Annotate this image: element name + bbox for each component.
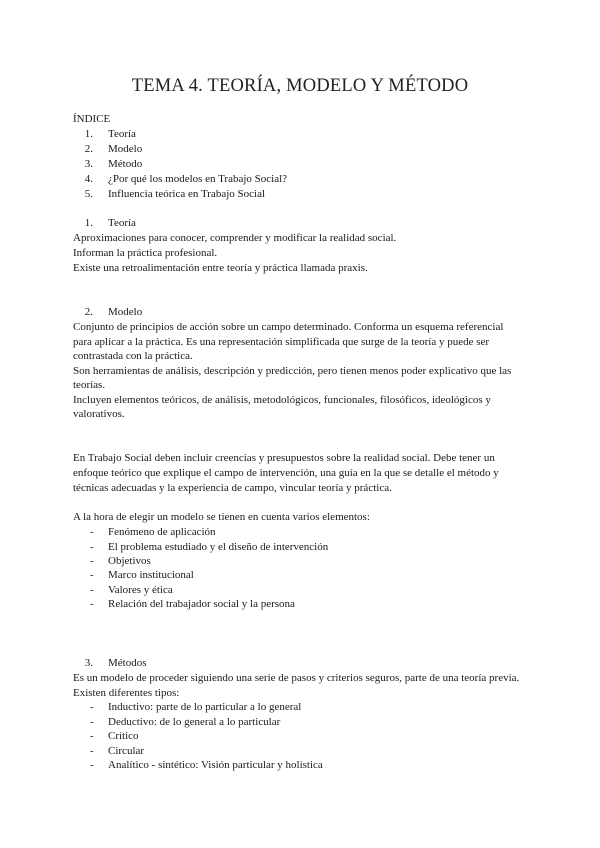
index-item-text: Teoría xyxy=(108,128,136,140)
index-item-number: 5. xyxy=(84,188,93,200)
paragraph-line: contrastada con la práctica. xyxy=(73,350,193,362)
paragraph-line: Son herramientas de análisis, descripción y predicción, pero tienen menos poder explicativo que las xyxy=(73,365,512,377)
bullet-dash: - xyxy=(90,745,94,757)
index-item-number: 1. xyxy=(84,128,93,140)
index-item-number: 3. xyxy=(84,158,93,170)
section-number: 1. xyxy=(84,217,93,229)
list-item-text: Inductivo: parte de lo particular a lo general xyxy=(108,701,302,713)
paragraph-line: Aproximaciones para conocer, comprender y modificar la realidad social. xyxy=(73,232,397,244)
list-item-text: Relación del trabajador social y la persona xyxy=(108,598,295,610)
index-heading: ÍNDICE xyxy=(73,113,111,125)
document-title: TEMA 4. TEORÍA, MODELO Y MÉTODO xyxy=(131,76,469,96)
index-item-number: 2. xyxy=(84,143,93,155)
section-title: Métodos xyxy=(108,657,147,669)
list-item-text: Deductivo: de lo general a lo particular xyxy=(108,716,281,728)
section-number: 2. xyxy=(84,306,93,318)
bullet-dash: - xyxy=(90,541,94,553)
paragraph-line: para aplicar a la práctica. Es una representación simplificada que surge de la teoría y puede ser xyxy=(73,336,490,348)
list-item-text: El problema estudiado y el diseño de intervención xyxy=(108,541,329,553)
paragraph-line: valorativos. xyxy=(73,408,125,420)
list-item-text: Crítico xyxy=(108,730,139,742)
index-item-text: Modelo xyxy=(108,143,143,155)
paragraph-line: Informan la práctica profesional. xyxy=(73,247,218,259)
paragraph-line: Existen diferentes tipos: xyxy=(73,687,180,699)
list-item-text: Objetivos xyxy=(108,555,151,567)
paragraph-line: Existe una retroalimentación entre teoría y práctica llamada praxis. xyxy=(73,262,368,274)
section-number: 3. xyxy=(84,657,93,669)
bullet-dash: - xyxy=(90,584,94,596)
list-item-text: Analítico - sintético: Visión particular y holística xyxy=(108,759,323,771)
bullet-dash: - xyxy=(90,730,94,742)
index-item-number: 4. xyxy=(84,173,93,185)
section-title: Teoría xyxy=(108,217,136,229)
list-item-text: Fenómeno de aplicación xyxy=(108,526,216,538)
paragraph-line: Es un modelo de proceder siguiendo una serie de pasos y criterios seguros, parte de una teoría previa. xyxy=(73,672,520,684)
index-item-text: Método xyxy=(108,158,143,170)
bullet-dash: - xyxy=(90,569,94,581)
list-intro: A la hora de elegir un modelo se tienen en cuenta varios elementos: xyxy=(73,511,370,523)
list-item-text: Circular xyxy=(108,745,145,757)
paragraph-line: técnicas adecuadas y la experiencia de campo, vincular teoría y práctica. xyxy=(73,482,392,494)
section-title: Modelo xyxy=(108,306,143,318)
bullet-dash: - xyxy=(90,701,94,713)
paragraph-line: Incluyen elementos teóricos, de análisis, metodológicos, funcionales, filosóficos, ideológicos y xyxy=(73,394,491,406)
index-item-text: Influencia teórica en Trabajo Social xyxy=(108,188,266,200)
index-item-text: ¿Por qué los modelos en Trabajo Social? xyxy=(108,173,288,185)
paragraph-line: teorías. xyxy=(73,379,106,391)
bullet-dash: - xyxy=(90,526,94,538)
bullet-dash: - xyxy=(90,598,94,610)
bullet-dash: - xyxy=(90,716,94,728)
list-item-text: Marco institucional xyxy=(108,569,194,581)
bullet-dash: - xyxy=(90,759,94,771)
paragraph-line: En Trabajo Social deben incluir creencias y presupuestos sobre la realidad social. Debe tener un xyxy=(73,452,495,464)
paragraph-line: enfoque teórico que explique el campo de intervención, una guía en la que se detalle el método y xyxy=(73,467,499,479)
bullet-dash: - xyxy=(90,555,94,567)
list-item-text: Valores y ética xyxy=(108,584,173,596)
paragraph-line: Conjunto de principios de acción sobre un campo determinado. Conforma un esquema referencial xyxy=(73,321,504,333)
